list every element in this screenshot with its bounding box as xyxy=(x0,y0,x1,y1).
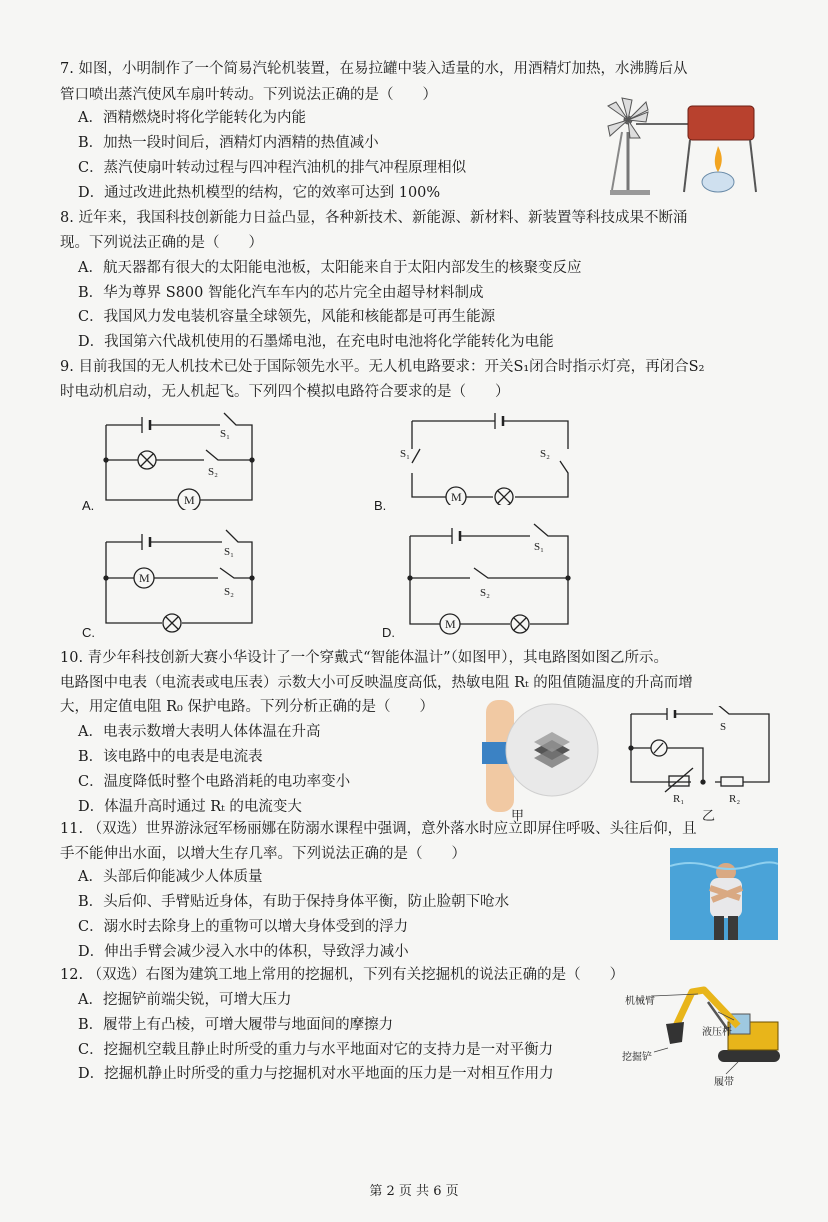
switch-s1-label: S₁ xyxy=(534,541,544,553)
r2-label: R₂ xyxy=(729,793,741,805)
boom-arm xyxy=(676,990,738,1026)
switch-s2-label: S₂ xyxy=(480,587,490,599)
q7-option-a: A．酒精燃烧时将化学能转化为内能 xyxy=(78,110,306,126)
q9-stem-line2: 时电动机启动，无人机起飞。下列四个模拟电路符合要求的是（ ） xyxy=(60,384,510,400)
switch-s1-label: S₁ xyxy=(220,428,230,440)
q11-stem-line2: 手不能伸出水面，以增大生存几率。下列说法正确的是（ ） xyxy=(60,846,466,862)
q7-option-c: C．蒸汽使扇叶转动过程与四冲程汽油机的排气冲程原理相似 xyxy=(78,160,467,176)
can xyxy=(688,106,754,140)
q10-stem-line3: 大，用定值电阻 R₀ 保护电路。下列分析正确的是（ ） xyxy=(60,699,434,715)
switch-s2-label: S₂ xyxy=(224,586,234,598)
label-bucket: 挖掘铲 xyxy=(622,1052,652,1063)
circuit-c-label: C. xyxy=(82,625,95,640)
q12-option-a: A．挖掘铲前端尖锐，可增大压力 xyxy=(78,992,292,1008)
circuit-b-label: B. xyxy=(374,498,387,513)
circuit-c xyxy=(100,528,265,633)
switch-s-label: S xyxy=(720,721,727,733)
circuit-b xyxy=(400,405,580,505)
alcohol-lamp-icon xyxy=(702,172,734,192)
motor-label: M xyxy=(445,617,456,631)
q10-stem-line2: 电路图中电表（电流表或电压表）示数大小可反映温度高低，热敏电阻 Rₜ 的阻值随温度的升高而增 xyxy=(60,675,693,691)
resistor-r2 xyxy=(721,777,743,786)
motor-label: M xyxy=(184,493,195,507)
q10-stem-line1: 10. 青少年科技创新大赛小华设计了一个穿戴式“智能体温计”（如图甲），其电路图如图乙所示。 xyxy=(60,650,668,666)
steam-turbine-figure xyxy=(600,92,770,198)
label-track: 履带 xyxy=(714,1077,734,1088)
q10-option-c: C．温度降低时整个电路消耗的电功率变小 xyxy=(78,774,351,790)
page-number-footer: 第 2 页 共 6 页 xyxy=(369,1184,459,1199)
q7-option-d: D．通过改进此热机模型的结构，它的效率可达到 100% xyxy=(78,185,441,201)
thermistor-r1 xyxy=(665,768,693,792)
bucket-icon xyxy=(666,1022,684,1044)
windmill-base xyxy=(610,190,650,195)
q12-option-c: C．挖掘机空载且静止时所受的重力与水平地面对它的支持力是一对平衡力 xyxy=(78,1042,554,1058)
switch-s1-label: S₁ xyxy=(400,448,410,460)
q12-stem-line1: 12. （双选）右图为建筑工地上常用的挖掘机，下列有关挖掘机的说法正确的是（ ） xyxy=(60,967,625,983)
switch-s2-label: S₂ xyxy=(540,448,550,460)
q9-stem-line1: 9. 目前我国的无人机技术已处于国际领先水平。无人机电路要求：开关S₁闭合时指示灯亮，再闭合S₂ xyxy=(60,359,705,375)
lamp-icon xyxy=(495,488,513,505)
switch-s2-label: S₂ xyxy=(208,466,218,478)
motor-label: M xyxy=(139,571,150,585)
q8-option-d: D．我国第六代战机使用的石墨烯电池，在充电时电池将化学能转化为电能 xyxy=(78,334,554,350)
meter-icon xyxy=(651,740,667,756)
wearable-thermometer-figure xyxy=(472,696,622,816)
q7-stem-line1: 7. 如图，小明制作了一个简易汽轮机装置，在易拉罐中装入适量的水，用酒精灯加热，水沸腾后从 xyxy=(60,61,688,77)
circuit-a xyxy=(100,405,265,510)
r1-label: R₁ xyxy=(673,793,685,805)
lamp-icon xyxy=(511,615,529,633)
q7-stem-line2: 管口喷出蒸汽使风车扇叶转动。下列说法正确的是（ ） xyxy=(60,87,437,103)
q8-option-a: A．航天器都有很大的太阳能电池板，太阳能来自于太阳内部发生的核聚变反应 xyxy=(78,260,582,276)
track-icon xyxy=(718,1050,780,1062)
q12-option-b: B．履带上有凸棱，可增大履带与地面间的摩擦力 xyxy=(78,1017,394,1033)
q8-stem-line1: 8. 近年来，我国科技创新能力日益凸显，各种新技术、新能源、新材料、新装置等科技成果不断涌 xyxy=(60,210,688,226)
lamp-icon xyxy=(138,451,156,469)
lamp-icon xyxy=(163,614,181,632)
figure-jia-label: 甲 xyxy=(511,808,525,823)
motor-label: M xyxy=(451,490,462,504)
q10-option-d: D．体温升高时通过 Rₜ 的电流变大 xyxy=(78,799,302,815)
circuit-a-label: A. xyxy=(82,498,95,513)
circuit-d-label: D. xyxy=(382,625,395,640)
swimmer-photo xyxy=(670,848,778,940)
q8-stem-line2: 现。下列说法正确的是（ ） xyxy=(60,235,263,251)
q11-option-a: A．头部后仰能减少人体质量 xyxy=(78,869,263,885)
q11-option-c: C．溺水时去除身上的重物可以增大身体受到的浮力 xyxy=(78,919,409,935)
label-mechanical-arm: 机械臂 xyxy=(625,996,655,1007)
q7-option-b: B．加热一段时间后，酒精灯内酒精的热值减小 xyxy=(78,135,379,151)
q11-stem-line1: 11. （双选）世界游泳冠军杨丽娜在防溺水课程中强调，意外落水时应立即屏住呼吸、头往后仰，且 xyxy=(60,821,697,837)
q11-option-b: B．头后仰、手臂贴近身体，有助于保持身体平衡，防止脸朝下呛水 xyxy=(78,894,510,910)
figure-yi-label: 乙 xyxy=(702,808,716,823)
q10-option-a: A．电表示数增大表明人体体温在升高 xyxy=(78,724,321,740)
q8-option-c: C．我国风力发电装机容量全球领先，风能和核能都是可再生能源 xyxy=(78,309,496,325)
switch-s1-label: S₁ xyxy=(224,546,234,558)
q10-option-b: B．该电路中的电表是电流表 xyxy=(78,749,263,765)
label-hydraulic-rod: 液压杆 xyxy=(702,1027,732,1038)
flame-icon xyxy=(715,146,722,172)
q12-option-d: D．挖掘机静止时所受的重力与挖掘机对水平地面的压力是一对相互作用力 xyxy=(78,1066,554,1082)
circuit-d xyxy=(400,520,580,635)
circuit-yi xyxy=(625,706,775,808)
q8-option-b: B．华为尊界 S800 智能化汽车车内的芯片完全由超导材料制成 xyxy=(78,285,484,301)
q11-option-d: D．伸出手臂会减少浸入水中的体积，导致浮力减小 xyxy=(78,944,409,960)
